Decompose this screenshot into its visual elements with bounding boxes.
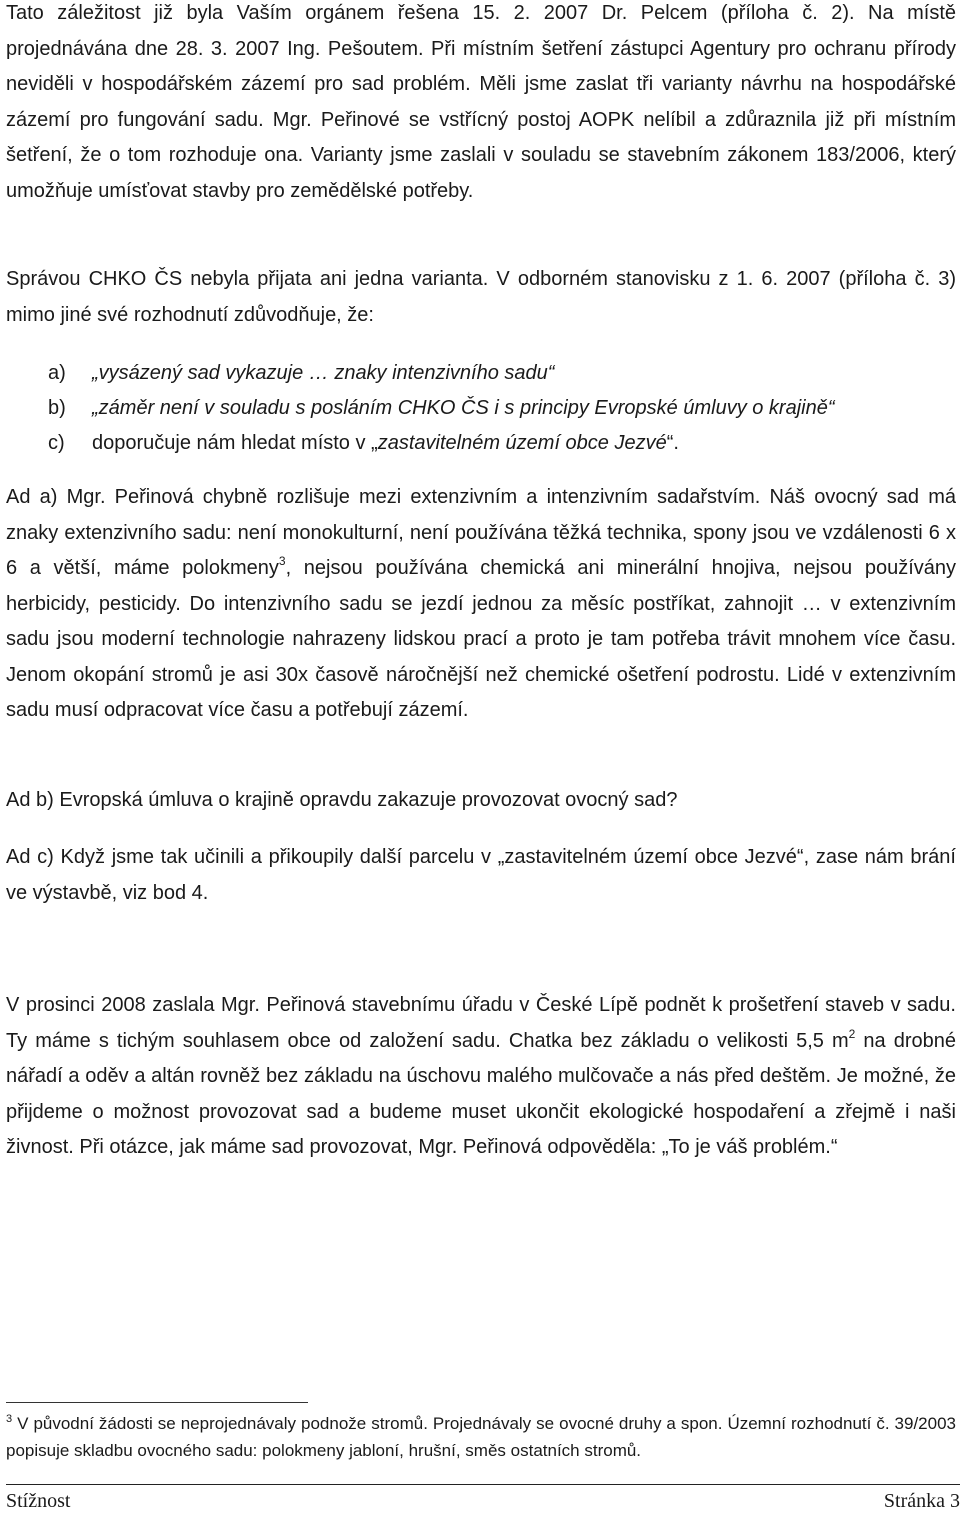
attachment-ref-2: příloha č. 2) [727, 2, 850, 24]
paragraph-4: Ad b) Evropská úmluva o krajině opravdu zakazuje provozovat ovocný sad? [6, 789, 678, 811]
list-marker: a) [48, 362, 66, 384]
list-item [48, 391, 835, 425]
page-number: Stránka 3 [883, 1489, 960, 1512]
list-item [48, 356, 554, 390]
footnote-number: 3 [6, 1413, 13, 1425]
paragraph-1 [6, 0, 956, 209]
paragraph-5 [6, 840, 956, 911]
page-footer [6, 1488, 960, 1514]
paragraph-3-text-a: Ad a) Mgr. Peřinová chybně rozlišuje mezi extenzivním a intenzivním sadařstvím. Náš ovocný sad má znaky extenzivního sadu: není monokulturní, není používána těžká technika, spony jsou ve vzdálenosti 6 x 6 a větší, máme polokmeny [6, 486, 956, 579]
list-item-quote: zastavitelném území obce Jezvé [377, 432, 667, 454]
footnote-separator [6, 1402, 308, 1403]
paragraph-5-text-b: “, zase nám brání ve výstavbě, viz bod 4. [6, 846, 956, 904]
paragraph-2-text-b: mimo jiné své rozhodnutí zdůvodňuje, že: [6, 303, 374, 326]
paragraph-1-text-b: . Na místě projednávána dne 28. 3. 2007 Ing. Pešoutem. Při místním šetření zástupci Agentury pro ochranu přírody neviděli v hospodářském zázemí pro sad problém. Měli jsme zaslat tři varianty návrhu na hospodářské zázemí pro fungování sadu. Mgr. Peřinové se vstřícný postoj AOPK nelíbil a zdůraznila již při místním šetření, že o tom rozhoduje ona. Varianty jsme zaslali v souladu se stavebním zákonem 183/2006, který umožňuje umísťovat stavby pro zemědělské potřeby. [6, 2, 956, 202]
footnote-marker: 3 [278, 554, 286, 568]
footer-title: Stížnost [6, 1489, 71, 1512]
paragraph-6-text-c: .“ [825, 1136, 838, 1158]
footnote-text: V původní žádosti se neprojednávaly podnože stromů. Projednávaly se ovocné druhy a spon. Územní rozhodnutí č. 39/2003 popisuje skladbu ovocného sadu: polokmeny jabloní, hrušní, směs ostatních stromů. [6, 1414, 956, 1460]
paragraph-5-text-a: Ad c) Když jsme tak učinili a přikoupily další parcelu v „ [6, 846, 505, 868]
paragraph-2 [6, 262, 956, 333]
list-marker: c) [48, 432, 65, 454]
attachment-ref-3: příloha č. 3) [845, 268, 956, 290]
paragraph-5-quote: zastavitelném území obce Jezvé [504, 846, 797, 868]
superscript: 2 [848, 1026, 856, 1041]
list-marker: b) [48, 397, 66, 419]
paragraph-2-text-a: Správou CHKO ČS nebyla přijata ani jedna varianta. V odborném stanovisku z 1. 6. 2007 ( [6, 268, 846, 290]
footer-separator [6, 1484, 960, 1485]
list-item-quote: „záměr není v souladu s posláním CHKO ČS i s principy Evropské úmluvy o krajině“ [92, 397, 835, 419]
list-item-text: doporučuje nám hledat místo v „ [92, 432, 378, 454]
paragraph-6 [6, 988, 956, 1166]
paragraph-6-text-b: na drobné nářadí a oděv a altán rovněž bez základu na úschovu malého mulčovače a nás před deštěm. Je možné, že přijdeme o možnost provozovat sad a budeme muset ukončit ekologické hospodaření a zřejmě i naši živnost. Při otázce, jak máme sad provozovat, Mgr. Peřinová odpověděla: „ [6, 1029, 956, 1158]
document-page [6, 0, 960, 1515]
footnote [6, 1410, 956, 1464]
list-item-quote: „vysázený sad vykazuje … znaky intenzivního sadu“ [92, 362, 555, 384]
paragraph-6-text-a: V prosinci 2008 zaslala Mgr. Peřinová stavebnímu úřadu v České Lípě podnět k prošetření staveb v sadu. Ty máme s tichým souhlasem obce od založení sadu. Chatka bez základu o velikosti 5,5 m [6, 994, 956, 1052]
list-item-text-end: “. [666, 432, 679, 454]
paragraph-1-text-a: Tato záležitost již byla Vaším orgánem řešena 15. 2. 2007 Dr. Pelcem ( [6, 2, 728, 24]
paragraph-3-text-b: , nejsou používána chemická ani minerální hnojiva, nejsou používány herbicidy, pesticidy. Do intenzivního sadu se jezdí jednou za měsíc postříkat, zahnojit … v extenzivním sadu jsou moderní technologie nahrazeny lidskou prací a proto je tam potřeba trávit mnohem více času. Jenom okopání stromů je asi 30x časově náročnější než chemické ošetření podrostu. Lidé v extenzivním sadu musí odpracovat více času a potřebují zázemí. [6, 557, 956, 721]
paragraph-3 [6, 480, 956, 729]
paragraph-6-quote: To je váš problém [668, 1136, 826, 1158]
list-item [48, 426, 679, 460]
